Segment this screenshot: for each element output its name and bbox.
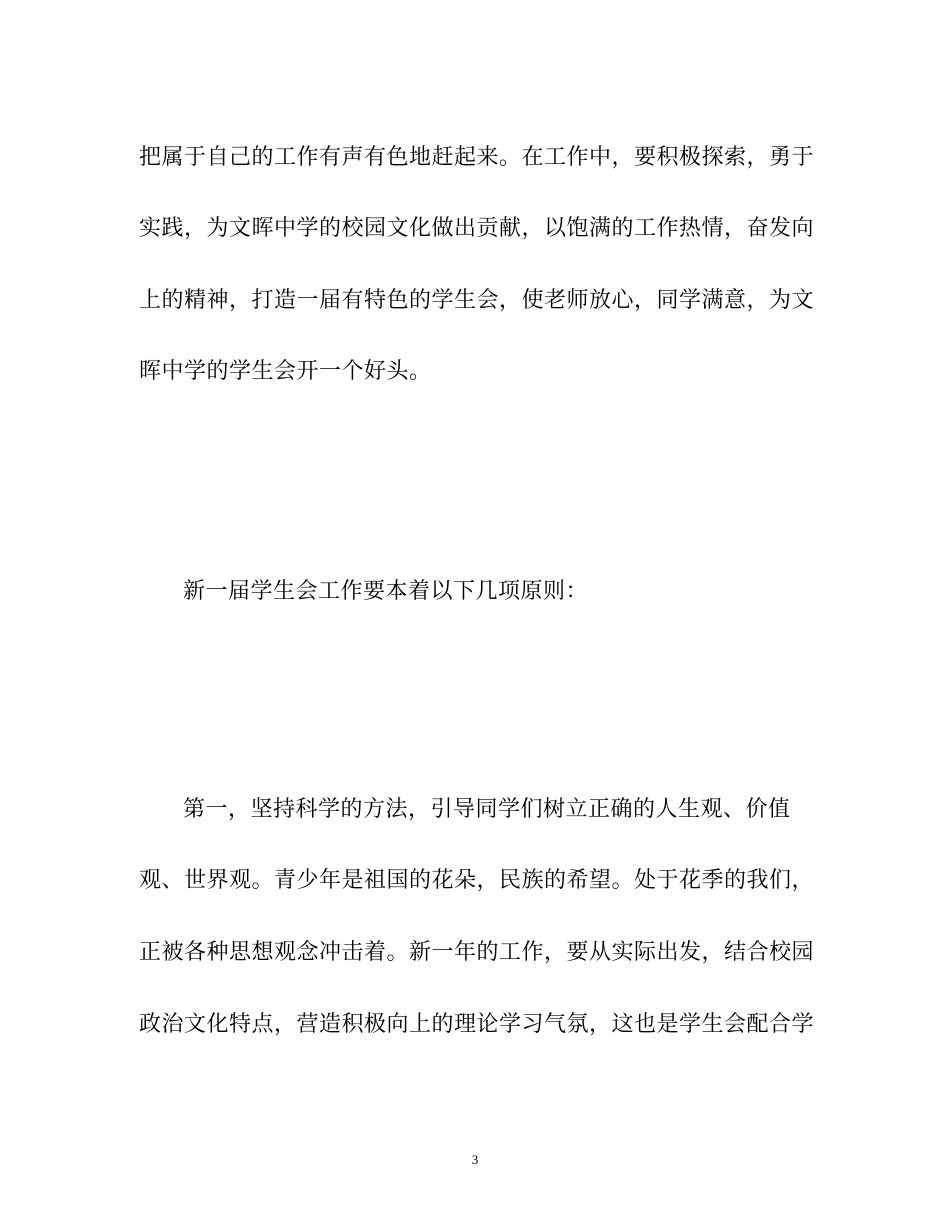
text-line: 上的精神，打造一届有特色的学生会，使老师放心，同学满意，为文 (139, 288, 815, 313)
text-line: 新一届学生会工作要本着以下几项原则： (183, 579, 589, 604)
text-line: 晖中学的学生会开一个好头。 (139, 359, 432, 384)
text-line: 正被各种思想观念冲击着。新一年的工作，要从实际出发，结合校园 (139, 940, 815, 965)
text-line: 实践，为文晖中学的校园文化做出贡献，以饱满的工作热情，奋发向 (139, 216, 815, 241)
text-line: 观、世界观。青少年是祖国的花朵，民族的希望。处于花季的我们， (139, 868, 815, 893)
text-line: 政治文化特点，营造积极向上的理论学习气氛，这也是学生会配合学 (139, 1012, 815, 1037)
text-line: 第一，坚持科学的方法，引导同学们树立正确的人生观、价值 (183, 797, 791, 822)
page-number: 3 (471, 1152, 479, 1167)
text-line: 把属于自己的工作有声有色地赶起来。在工作中，要积极探索，勇于 (139, 145, 815, 170)
